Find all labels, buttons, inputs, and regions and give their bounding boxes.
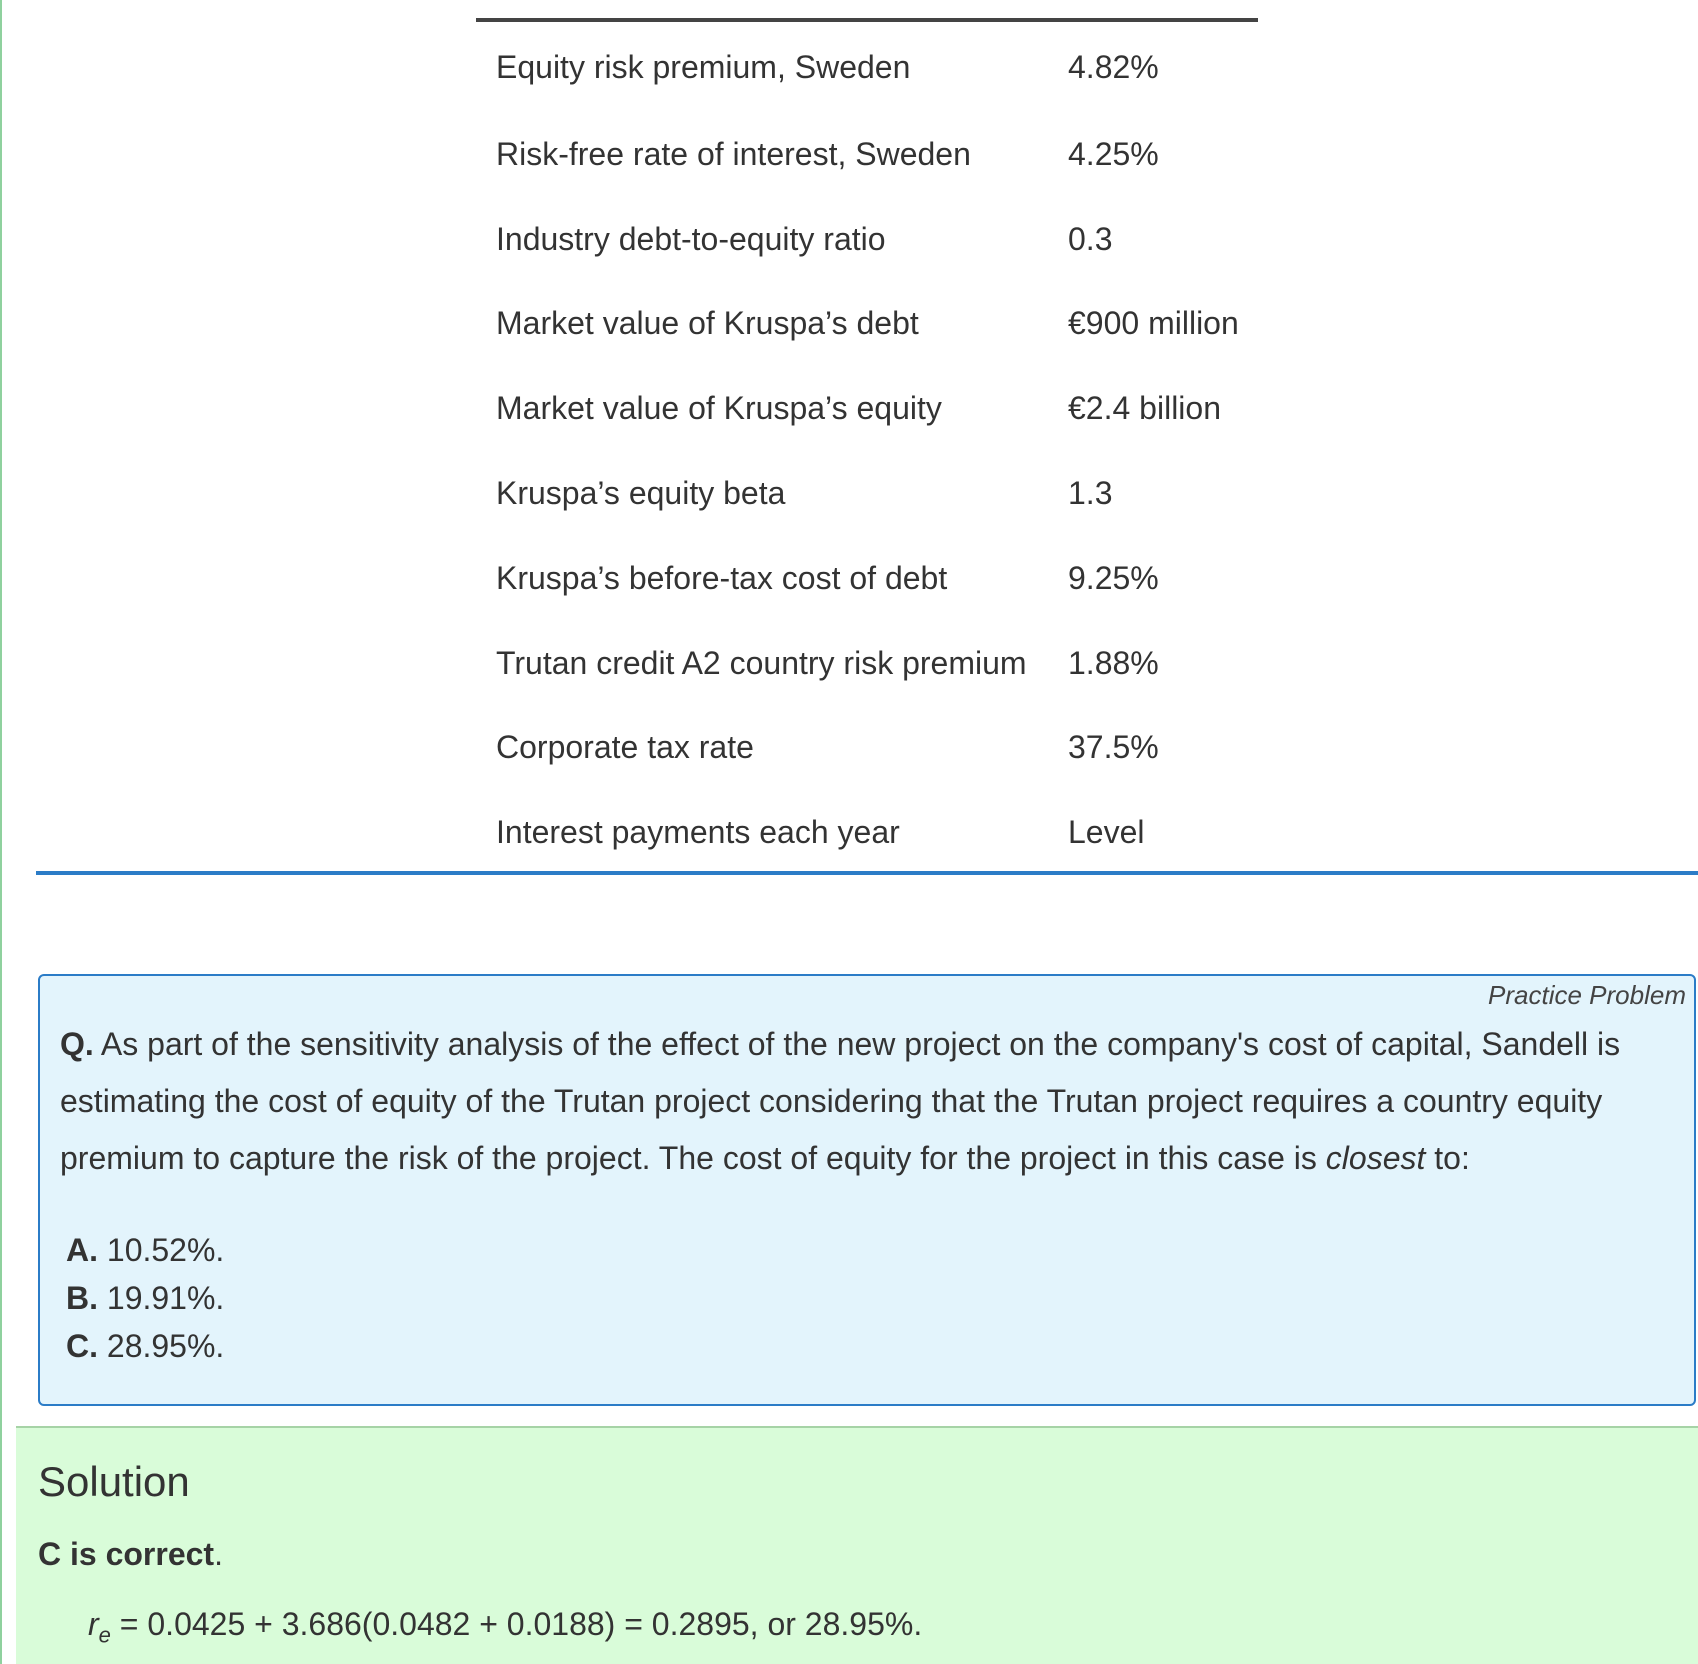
option-letter: A. [66,1232,98,1268]
formula-variable: r [88,1606,99,1642]
solution-title: Solution [38,1458,190,1505]
option-text: 19.91%. [106,1280,225,1316]
formula-expression: = 0.0425 + 3.686(0.0482 + 0.0188) = 0.2895, or 28.95%. [110,1606,923,1642]
row-value: 0.3 [1068,220,1113,257]
table-row [476,22,1258,112]
row-value: 9.25% [1068,559,1159,596]
solution-answer-tail: . [214,1536,223,1572]
option-letter: B. [66,1280,98,1316]
table-row [476,621,1258,706]
row-label: Trutan credit A2 country risk premium [496,644,1027,681]
option-text: 28.95%. [106,1328,225,1364]
solution-answer [38,1536,223,1573]
table-row [476,451,1258,536]
table-row [476,197,1258,282]
row-label: Market value of Kruspa’s debt [496,305,919,342]
row-value: 1.88% [1068,644,1159,681]
row-label: Industry debt-to-equity ratio [496,220,886,257]
section-divider [36,871,1698,875]
solution-formula [88,1606,922,1648]
row-value: €2.4 billion [1068,390,1221,427]
question-tail: to: [1425,1140,1470,1176]
row-value: Level [1068,814,1145,851]
question-body: As part of the sensitivity analysis of the effect of the new project on the company's cost of capital, Sandell is estimating the cost of equity of the Trutan project considering that the Trutan project requires a country equity premium to capture the risk of the project. The cost of equity for the project in this case is [60,1026,1621,1176]
answer-option[interactable] [66,1226,224,1274]
question-text [60,1016,1670,1187]
question-emphasis: closest [1325,1140,1426,1176]
row-value: 37.5% [1068,729,1159,766]
table-row [476,112,1258,197]
row-value: 4.82% [1068,48,1159,85]
option-text: 10.52%. [106,1232,225,1268]
practice-problem-box [38,974,1696,1406]
row-label: Equity risk premium, Sweden [496,48,911,85]
row-label: Kruspa’s before-tax cost of debt [496,559,948,596]
row-value: 1.3 [1068,475,1113,512]
solution-answer-bold: C is correct [38,1536,215,1572]
row-label: Corporate tax rate [496,729,754,766]
answer-option[interactable] [66,1322,224,1370]
table-row [476,790,1258,875]
table-row [476,366,1258,451]
practice-problem-tag: Practice Problem [1488,980,1686,1010]
data-table [476,18,1258,875]
row-value: €900 million [1068,305,1239,342]
answer-options [66,1226,224,1370]
row-label: Kruspa’s equity beta [496,475,786,512]
answer-option[interactable] [66,1274,224,1322]
row-label: Market value of Kruspa’s equity [496,390,942,427]
question-prefix: Q. [60,1026,94,1062]
option-letter: C. [66,1328,98,1364]
solution-panel [16,1426,1698,1664]
table-row [476,706,1258,791]
table-row [476,536,1258,621]
row-value: 4.25% [1068,135,1159,172]
table-row [476,282,1258,367]
formula-subscript: e [98,1622,111,1648]
row-label: Interest payments each year [496,814,900,851]
row-label: Risk-free rate of interest, Sweden [496,135,971,172]
